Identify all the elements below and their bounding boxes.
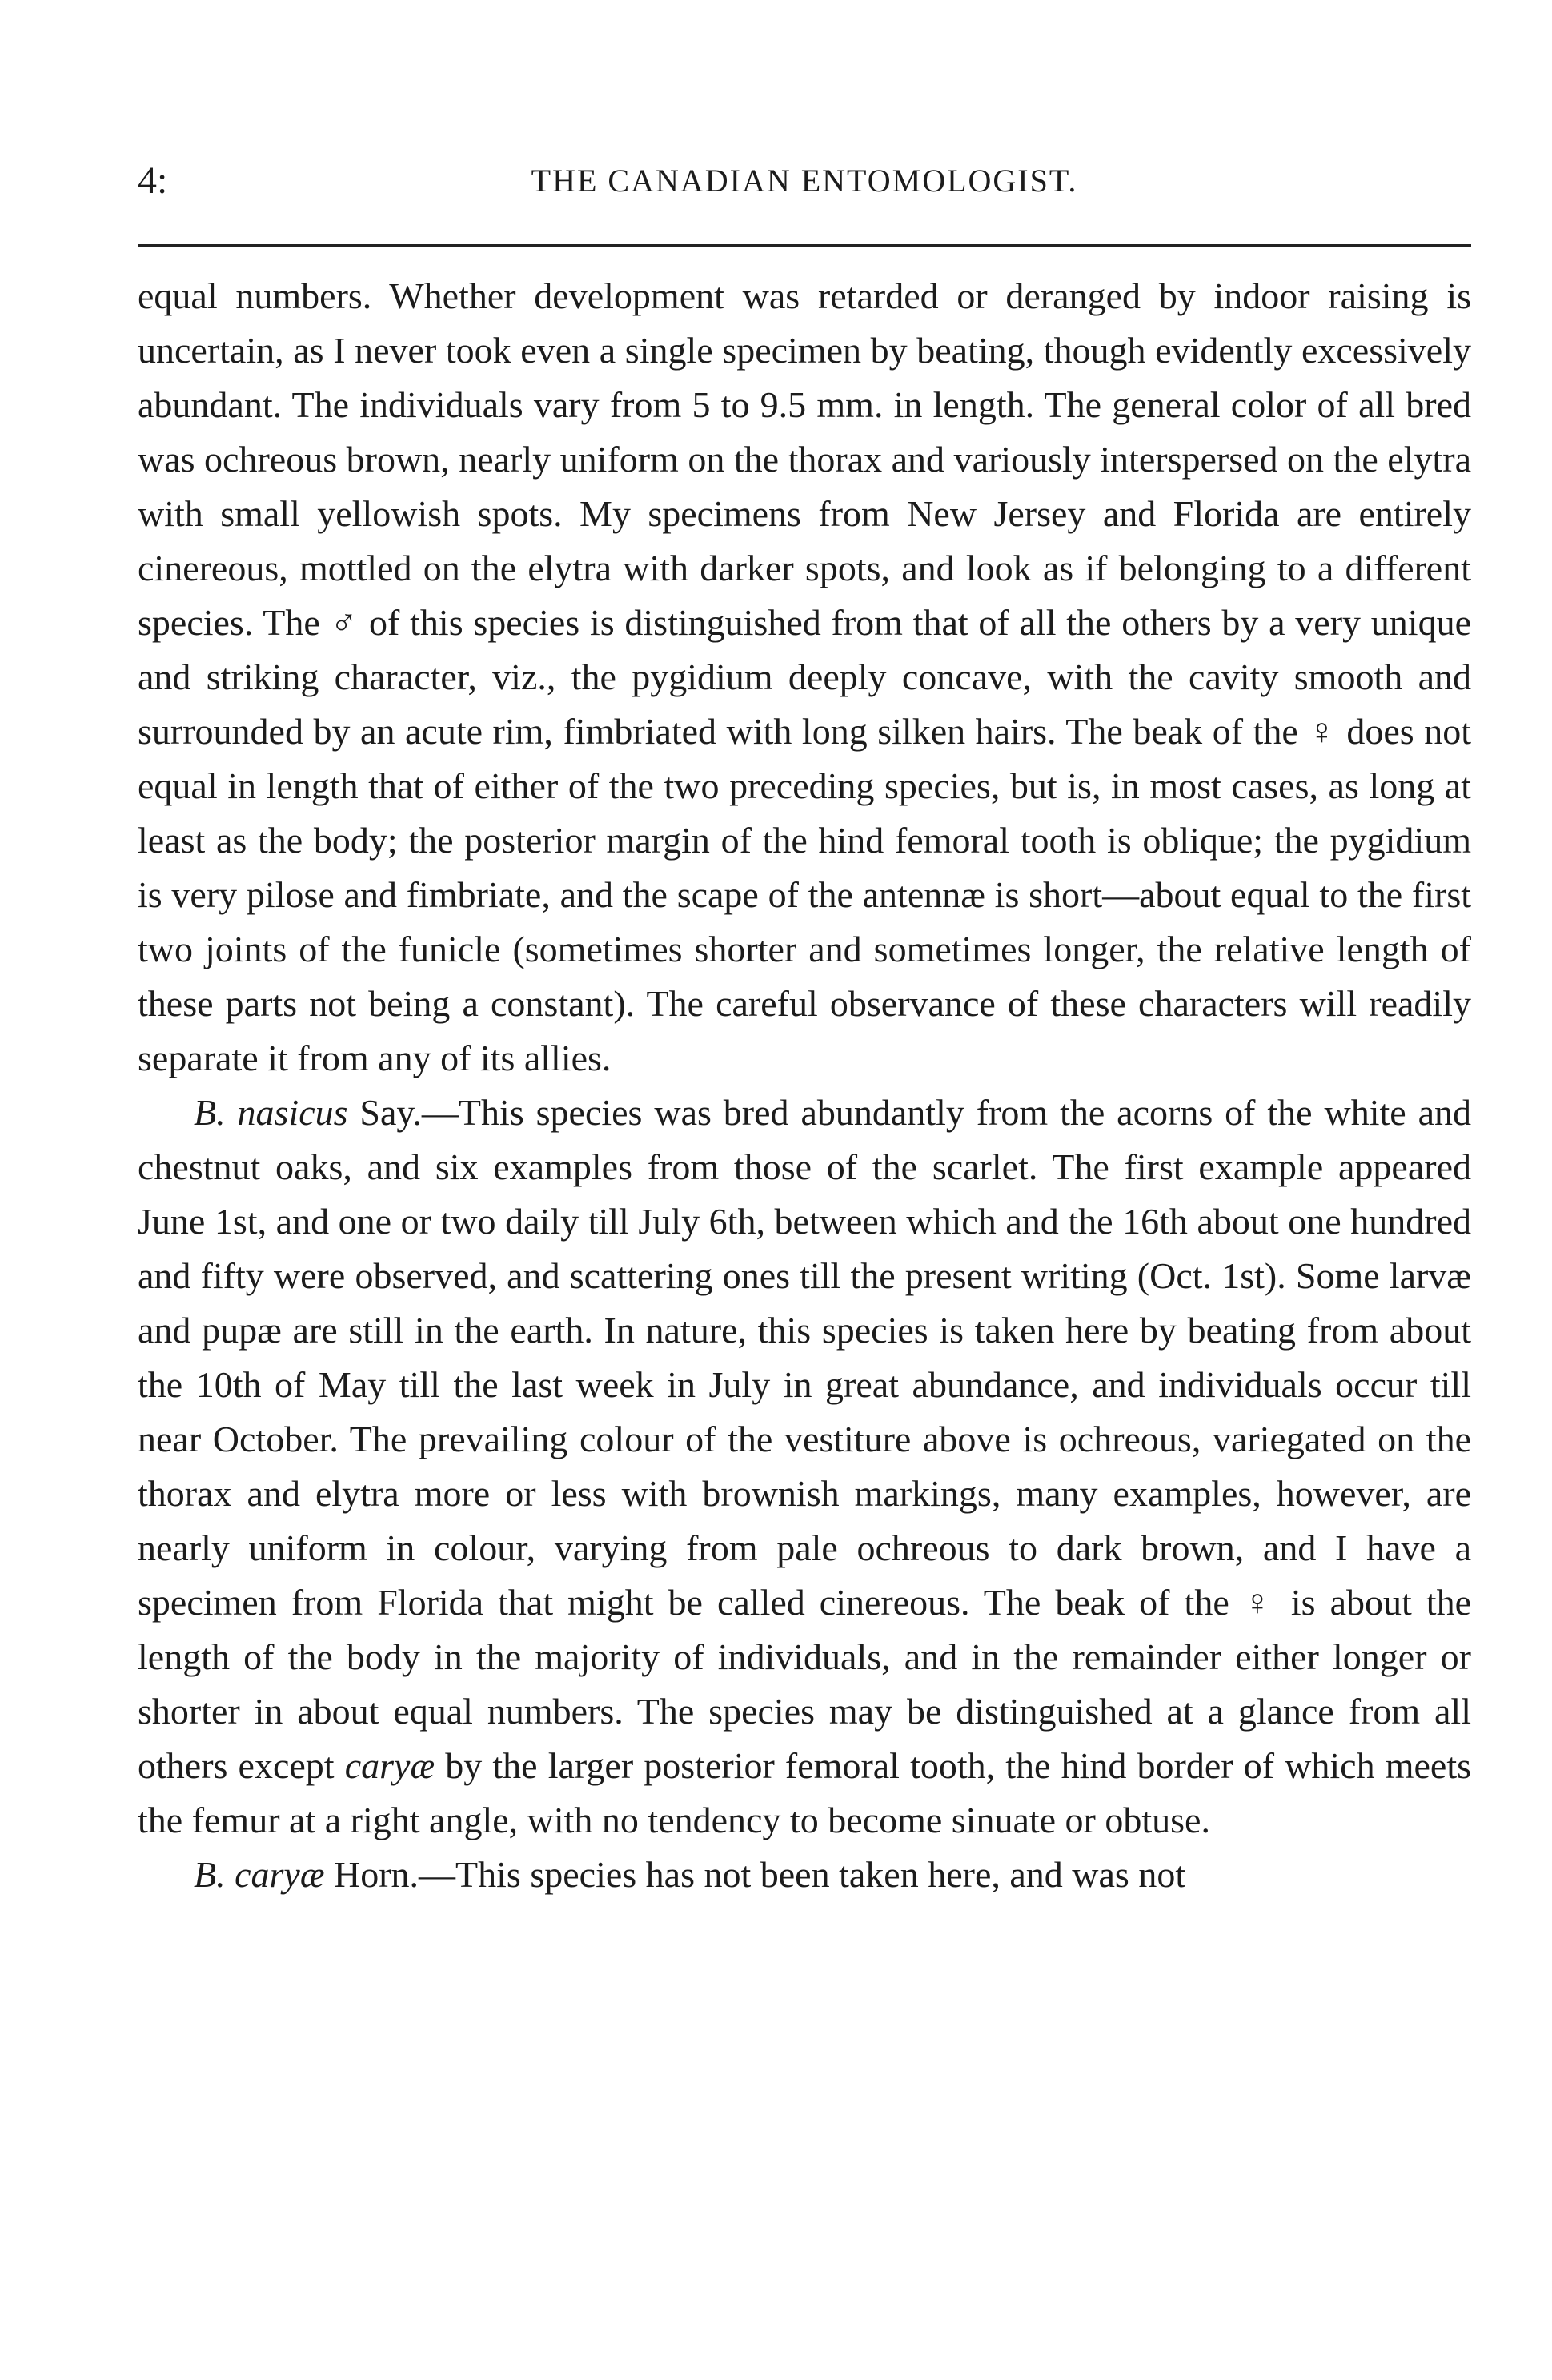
- text-run: Say.—This species was bred abundantly from the acorns of the white and chestnut oaks, and six examples from those of the scarlet. The first example appeared June 1st, and one or two daily till July 6th, between which and the 16th about one hundred and fifty were observed, and scattering ones till the present writing (Oct. 1st). Some larvæ and pupæ are still in the earth. In nature, this species is taken here by beating from about the 10th of May till the last week in July in great abundance, and individuals occur till near October. The prevailing colour of the vestiture above is ochreous, variegated on the thorax and elytra more or less with brownish markings, many examples, however, are nearly uniform in colour, varying from pale ochreous to dark brown, and I have a specimen from Florida that might be called cinereous. The beak of the ♀ is about the length of the body in the majority of individuals, and in the remainder either longer or shorter in about equal numbers. The species may be distinguished at a glance from all others except: [138, 1092, 1471, 1786]
- page-number: 4:: [138, 159, 168, 202]
- text-run: equal numbers. Whether development was retarded or deranged by indoor raising is uncertain, as I never took even a single specimen by beating, though evidently excessively abundant. The individuals vary from 5 to 9.5 mm. in length. The general color of all bred was ochreous brown, nearly uniform on the thorax and variously interspersed on the elytra with small yellowish spots. My specimens from New Jersey and Florida are entirely cinereous, mottled on the elytra with darker spots, and look as if belonging to a different species. The ♂ of this species is distinguished from that of all the others by a very unique and striking character, viz., the pygidium deeply concave, with the cavity smooth and surrounded by an acute rim, fimbriated with long silken hairs. The beak of the ♀ does not equal in length that of either of the two preceding species, but is, in most cases, as long at least as the body; the posterior margin of the hind femoral tooth is oblique; the pygidium is very pilose and fimbriate, and the scape of the antennæ is short—about equal to the first two joints of the funicle (sometimes shorter and sometimes longer, the relative length of these parts not being a constant). The careful observance of these characters will readily separate it from any of its allies.: [138, 275, 1471, 1078]
- paragraph-continuation: [138, 269, 1471, 1086]
- journal-title: THE CANADIAN ENTOMOLOGIST.: [531, 163, 1078, 199]
- text-run: by the larger posterior femoral tooth, the hind border of which meets the femur at a right angle, with no tendency to become sinuate or obtuse.: [138, 1745, 1471, 1840]
- paragraph-b-nasicus: [138, 1086, 1471, 1848]
- header-rule: [138, 244, 1471, 247]
- body-text: [138, 269, 1471, 1902]
- species-name: B. caryæ: [194, 1854, 325, 1895]
- text-run: Horn.—This species has not been taken here, and was not: [324, 1854, 1186, 1895]
- species-name: B. nasicus: [194, 1092, 348, 1133]
- species-name: caryæ: [344, 1745, 435, 1786]
- running-head: [138, 157, 1471, 205]
- paragraph-b-caryae: [138, 1848, 1471, 1902]
